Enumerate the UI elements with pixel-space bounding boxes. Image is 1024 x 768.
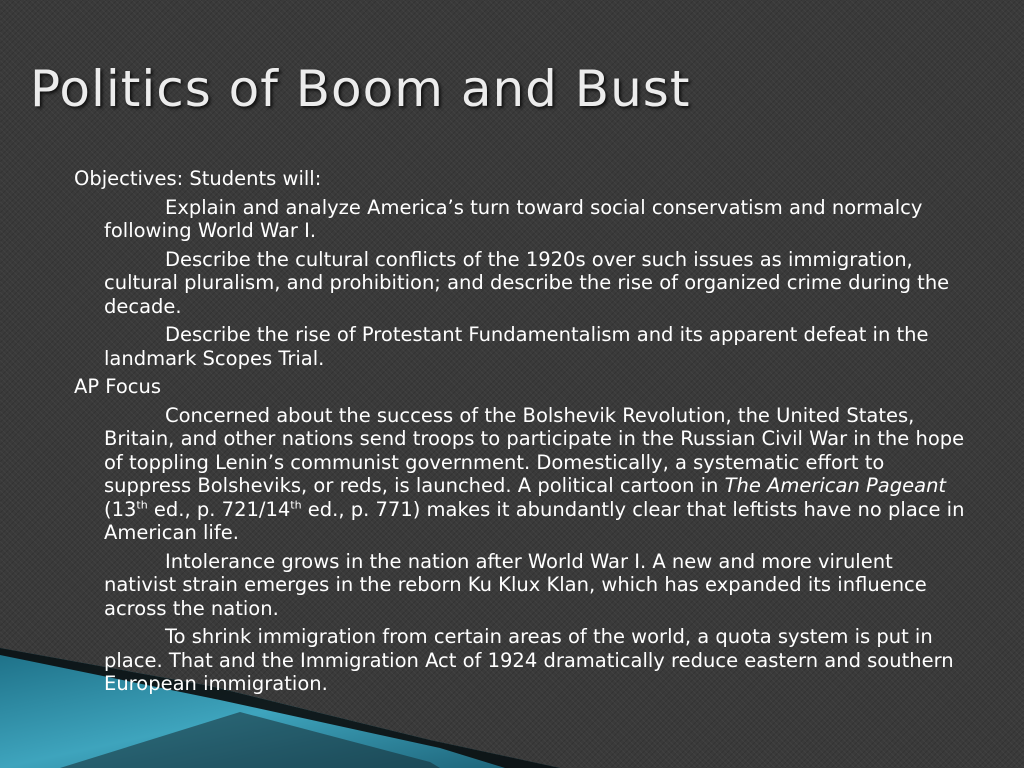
slide-title: Politics of Boom and Bust bbox=[30, 60, 691, 118]
ap-focus-label: AP Focus bbox=[74, 375, 161, 398]
ap-focus-text: Concerned about the success of the Bolshevik Revolution, the United States, Britain, and other nations send troops to participate in the Russian Civil War in the hope of toppling Lenin’s communist government. Domestically, a systematic effort to suppress Bolsheviks, or reds, is launched. A political cartoon in bbox=[104, 403, 965, 497]
book-title: The American Pageant bbox=[724, 474, 947, 497]
superscript: th bbox=[136, 498, 148, 511]
objective-item: Describe the rise of Protestant Fundamentalism and its apparent defeat in the landmark Scopes Trial. bbox=[104, 323, 929, 370]
ap-focus-item: To shrink immigration from certain areas of the world, a quota system is put in place. That and the Immigration Act of 1924 dramatically reduce eastern and southern European immigration. bbox=[104, 625, 954, 695]
objective-item: Explain and analyze America’s turn toward social conservatism and normalcy following World War I. bbox=[104, 195, 923, 242]
ap-focus-text: ed., p. 721/14 bbox=[147, 497, 291, 521]
ap-focus-item bbox=[104, 404, 966, 545]
ap-focus-text: ed., p. 771) makes it abundantly clear that leftists have no place in American life. bbox=[104, 497, 965, 544]
objectives-label: Objectives: Students will: bbox=[74, 167, 322, 190]
ap-focus-item: Intolerance grows in the nation after World War I. A new and more virulent nativist strain emerges in the reborn Ku Klux Klan, which has expanded its influence across the nation. bbox=[104, 549, 927, 620]
superscript: th bbox=[290, 498, 302, 511]
slide-body bbox=[74, 167, 966, 701]
objective-item: Describe the cultural conflicts of the 1920s over such issues as immigration, cultural pluralism, and prohibition; and describe the rise of organized crime during the decade. bbox=[104, 247, 950, 318]
ap-focus-text: (13 bbox=[104, 497, 137, 521]
